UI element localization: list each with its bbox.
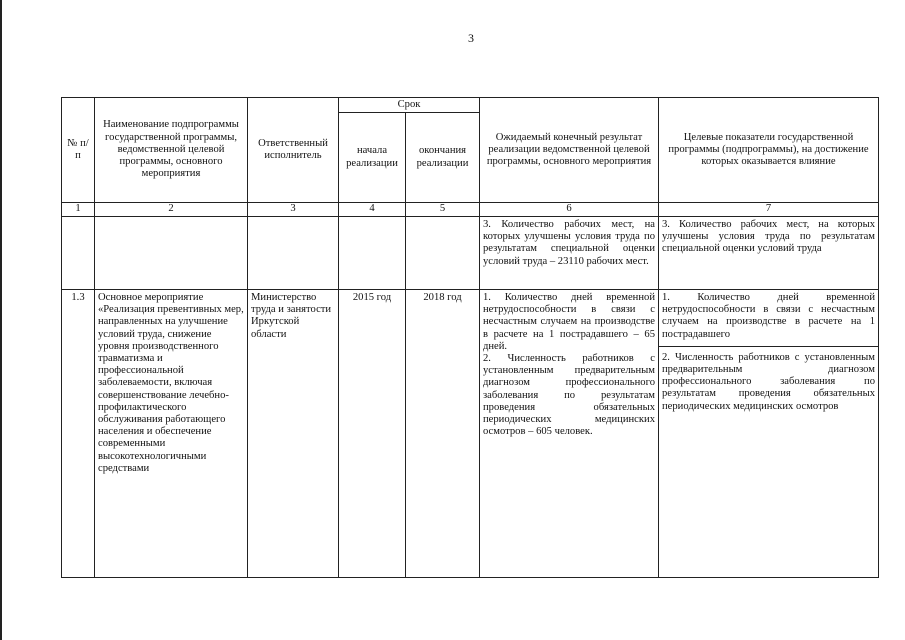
- column-number: 2: [95, 203, 248, 217]
- header-end: окончания реализации: [406, 113, 480, 203]
- row-start: 2015 год: [339, 290, 406, 578]
- row-end: 2018 год: [406, 290, 480, 578]
- row-name: [95, 217, 248, 290]
- result-item: 1. Количество дней временной нетрудоспособности в связи с несчастным случаем на производстве в расчете на 1 пострадавшего – 65 дней.: [483, 292, 655, 352]
- column-number: 3: [248, 203, 339, 217]
- result-item: 2. Численность работников с установленным предварительным диагнозом профессионального заболевания по результатам проведения обязательных периодических медицинских осмотров – 605 человек.: [483, 353, 655, 438]
- row-result: [480, 290, 659, 578]
- header-name: Наименование подпрограммы государственной программы, ведомственной целевой программы, основного мероприятия: [95, 98, 248, 203]
- program-table: [61, 97, 879, 578]
- table-row: [62, 217, 879, 290]
- indicator-item: 2. Численность работников с установленным предварительным диагнозом профессионального заболевания по результатам проведения обязательных периодических медицинских осмотров: [659, 346, 878, 413]
- result-item: 3. Количество рабочих мест, на которых улучшены условия труда по результатам специальной оценки условий труда – 23110 рабочих мест.: [483, 219, 655, 267]
- indicator-item: 1. Количество дней временной нетрудоспособности в связи с несчастным случаем на производстве в расчете на 1 пострадавшего: [662, 292, 875, 340]
- header-executor: Ответственный исполнитель: [248, 98, 339, 203]
- header-row: [62, 98, 879, 113]
- row-executor: [248, 217, 339, 290]
- row-indicators: [659, 217, 879, 290]
- column-numbers-row: [62, 203, 879, 217]
- header-result: Ожидаемый конечный результат реализации ведомственной целевой программы, основного мероприятия: [480, 98, 659, 203]
- row-result: [480, 217, 659, 290]
- table-row: [62, 290, 879, 578]
- row-start: [339, 217, 406, 290]
- header-indicators: Целевые показатели государственной программы (подпрограммы), на достижение которых оказывается влияние: [659, 98, 879, 203]
- column-number: 4: [339, 203, 406, 217]
- column-number: 5: [406, 203, 480, 217]
- header-number: № п/п: [62, 98, 95, 203]
- column-number: 1: [62, 203, 95, 217]
- row-end: [406, 217, 480, 290]
- row-executor: Министерство труда и занятости Иркутской области: [248, 290, 339, 578]
- indicator-item: 3. Количество рабочих мест, на которых улучшены условия труда по результатам специальной оценки условий труда: [662, 219, 875, 255]
- column-number: 6: [480, 203, 659, 217]
- row-number: [62, 217, 95, 290]
- column-number: 7: [659, 203, 879, 217]
- page-number: 3: [468, 31, 474, 45]
- scan-edge: [0, 0, 2, 640]
- header-start: начала реализации: [339, 113, 406, 203]
- row-name: Основное мероприятие «Реализация превентивных мер, направленных на улучшение условий труда, снижение уровня производственного травматизма и профессиональной заболеваемости, включая совершенствование лечебно-профилактического обслуживания работающего населения и обеспечение современными высокотехнологичными средствами: [95, 290, 248, 578]
- header-term: Срок: [339, 98, 480, 113]
- row-number: 1.3: [62, 290, 95, 578]
- row-indicators: [659, 290, 879, 578]
